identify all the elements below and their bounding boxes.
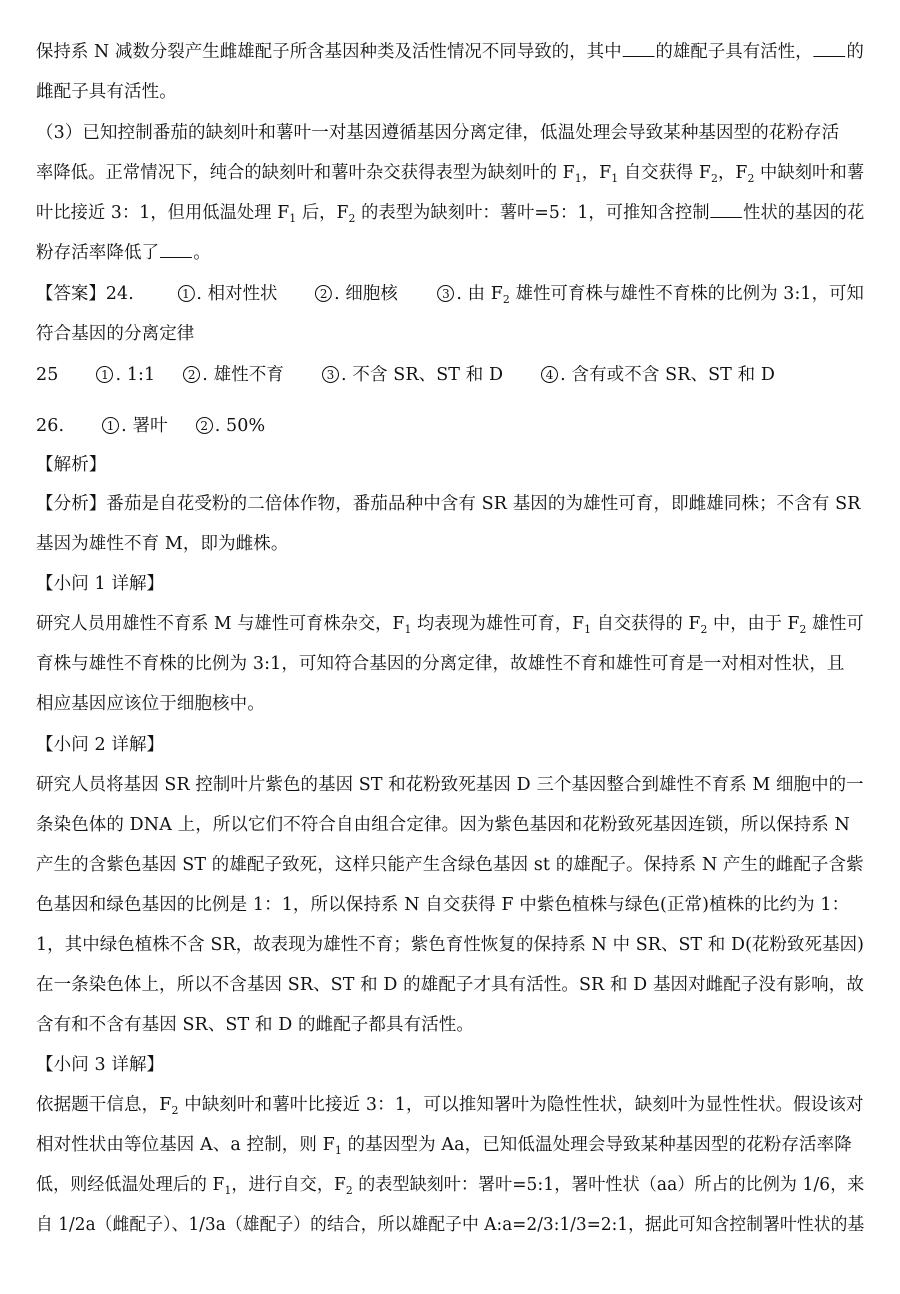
text: 后，F [296, 203, 349, 223]
section-title: 【小问 3 详解】 [36, 1055, 165, 1075]
section-2-line: 在一条染色体上，所以不含基因 SR、ST 和 D 的雄配子才具有活性。SR 和 D 基因对雌配子没有影响，故 [36, 975, 864, 995]
text: ，F [581, 163, 612, 183]
question-3-line [36, 241, 211, 265]
analysis-paragraph: 【分析】番茄是自花受粉的二倍体作物，番茄品种中含有 SR 基因的为雄性可育，即雌雄同株；不含有 SR [36, 494, 861, 514]
text: 性状的基因的花 [743, 203, 865, 223]
section-2-line: 条染色体的 DNA 上，所以它们不符合自由组合定律。因为紫色基因和花粉致死基因连锁，所以保持系 N [36, 815, 850, 835]
circled-number: 1 [178, 285, 195, 302]
section-3-line [36, 1173, 864, 1197]
circled-number: 1 [102, 417, 119, 434]
answer-26-row [36, 414, 265, 438]
question-3-line: （3）已知控制番茄的缺刻叶和薯叶一对基因遵循基因分离定律，低温处理会导致某种基因型的花粉存活 [36, 123, 840, 143]
answer-text: 由 F [467, 284, 503, 304]
text: . [196, 284, 202, 304]
text: 保持系 N 减数分裂产生雌雄配子所含基因种类及活性情况不同导致的，其中 [36, 42, 622, 62]
text: 叶比接近 3：1，但用低温处理 F [36, 203, 290, 223]
circled-number: 1 [96, 366, 113, 383]
circled-number: 2 [196, 417, 213, 434]
text: 研究人员用雄性不育系 M 与雄性可育株杂交，F [36, 614, 405, 634]
circled-number: 2 [183, 366, 200, 383]
subscript: 2 [747, 172, 755, 185]
subscript: 1 [334, 1144, 343, 1157]
answer-text: 细胞核 [345, 284, 398, 304]
section-2-line: 色基因和绿色基因的比例是 1：1，所以保持系 N 自交获得 F 中紫色植株与绿色(正常)植株的比约为 1： [36, 895, 850, 915]
answer-text: 雄性可育株与雄性不育株的比例为 3:1，可知 [509, 284, 864, 304]
text: 的基因型为 Aa，已知低温处理会导致某种基因型的花粉存活率降 [342, 1135, 852, 1155]
answer-text: 相对性状 [207, 284, 278, 304]
subscript: 2 [171, 1104, 179, 1117]
text: ，F [717, 163, 748, 183]
paragraph-line: 雌配子具有活性。 [36, 82, 177, 102]
section-3-line: 自 1/2a（雌配子）、1/3a（雄配子）的结合，所以雄配子中 A:a=2/3:1/3=2:1，据此可知含控制署叶性状的基 [36, 1215, 865, 1235]
text: . [202, 365, 208, 385]
text: . [560, 365, 566, 385]
subscript: 2 [348, 212, 356, 225]
section-3-line [36, 1133, 852, 1157]
answer-24-continued: 符合基因的分离定律 [36, 324, 195, 344]
fill-blank [814, 41, 846, 57]
subscript: 1 [611, 172, 619, 185]
fill-blank [623, 41, 655, 57]
text: . [341, 365, 347, 385]
circled-number: 2 [315, 285, 332, 302]
section-3-line [36, 1093, 864, 1117]
text: 雄性可 [806, 614, 864, 634]
text: 的雄配子具有活性， [655, 42, 813, 62]
section-title: 【小问 2 详解】 [36, 735, 165, 755]
subscript: 2 [799, 623, 807, 636]
analysis-label: 【解析】 [36, 455, 107, 475]
subscript: 1 [584, 623, 592, 636]
answer-text: 50% [226, 416, 266, 436]
subscript: 2 [345, 1184, 353, 1197]
text: . [214, 416, 221, 436]
section-title: 【小问 1 详解】 [36, 574, 165, 594]
text: 自交获得 F [618, 163, 711, 183]
fill-blank [711, 202, 743, 218]
section-2-line: 含有和不含有基因 SR、ST 和 D 的雌配子都具有活性。 [36, 1015, 475, 1035]
answer-25-row [36, 363, 775, 387]
text: 均表现为雄性可育，F [411, 614, 585, 634]
answer-text: 1:1 [126, 365, 156, 385]
answer-text: 署叶 [132, 416, 168, 436]
text: . [456, 284, 463, 304]
answer-text: 不含 SR、ST 和 D [352, 365, 504, 385]
subscript: 1 [289, 212, 297, 225]
question-3-line [36, 161, 864, 185]
analysis-paragraph: 基因为雄性不育 M，即为雌株。 [36, 534, 289, 554]
question-3-line [36, 201, 864, 225]
fill-blank [160, 242, 192, 258]
text: 粉存活率降低了 [36, 243, 160, 263]
section-1-line: 相应基因应该位于细胞核中。 [36, 694, 265, 714]
question-number: 26. [36, 416, 65, 436]
text: 相对性状由等位基因 A、a 控制，则 F [36, 1135, 335, 1155]
section-1-line: 育株与雄性不育株的比例为 3:1，可知符合基因的分离定律，故雄性不育和雄性可育是一对相对性状，且 [36, 654, 845, 674]
text: 依据题干信息，F [36, 1095, 172, 1115]
subscript: 2 [710, 172, 718, 185]
text: 的 [846, 42, 864, 62]
subscript: 2 [502, 293, 510, 306]
answer-text: 含有或不含 SR、ST 和 D [571, 365, 776, 385]
section-2-line: 1，其中绿色植株不含 SR，故表现为雄性不育；紫色育性恢复的保持系 N 中 SR、ST 和 D(花粉致死基因) [36, 935, 865, 955]
answer-text: 雄性不育 [213, 365, 285, 385]
text: . [115, 365, 122, 385]
subscript: 2 [700, 623, 708, 636]
text: 的表型为缺刻叶：薯叶=5：1，可推知含控制 [355, 203, 710, 223]
circled-number: 3 [438, 285, 455, 302]
subscript: 1 [224, 1184, 232, 1197]
circled-number: 4 [541, 366, 558, 383]
text: . [121, 416, 127, 436]
text: 中，由于 F [707, 614, 800, 634]
answer-24-row [36, 282, 864, 306]
subscript: 1 [574, 172, 582, 185]
text: 自交获得的 F [591, 614, 701, 634]
text: 中缺刻叶和薯叶比接近 3：1，可以推知署叶为隐性性状，缺刻叶为显性性状。假设该对 [178, 1095, 864, 1115]
section-1-line [36, 612, 864, 636]
answer-label: 【答案】24. [36, 284, 134, 304]
subscript: 1 [404, 623, 412, 636]
paragraph-line [36, 40, 864, 64]
section-2-line: 产生的含紫色基因 ST 的雄配子致死，这样只能产生含绿色基因 st 的雄配子。保持系 N 产生的雌配子含紫 [36, 855, 864, 875]
text: 低，则经低温处理后的 F [36, 1175, 225, 1195]
circled-number: 3 [322, 366, 339, 383]
text: 中缺刻叶和薯 [754, 163, 865, 183]
text: 的表型缺刻叶：署叶=5:1，署叶性状（aa）所占的比例为 1/6，来 [352, 1175, 865, 1195]
question-number: 25 [36, 365, 59, 385]
text: ，进行自交，F [231, 1175, 346, 1195]
section-2-line: 研究人员将基因 SR 控制叶片紫色的基因 ST 和花粉致死基因 D 三个基因整合到雄性不育系 M 细胞中的一 [36, 775, 864, 795]
text: . [334, 284, 340, 304]
text: 。 [193, 243, 211, 263]
text: 率降低。正常情况下，纯合的缺刻叶和薯叶杂交获得表型为缺刻叶的 F [36, 163, 575, 183]
